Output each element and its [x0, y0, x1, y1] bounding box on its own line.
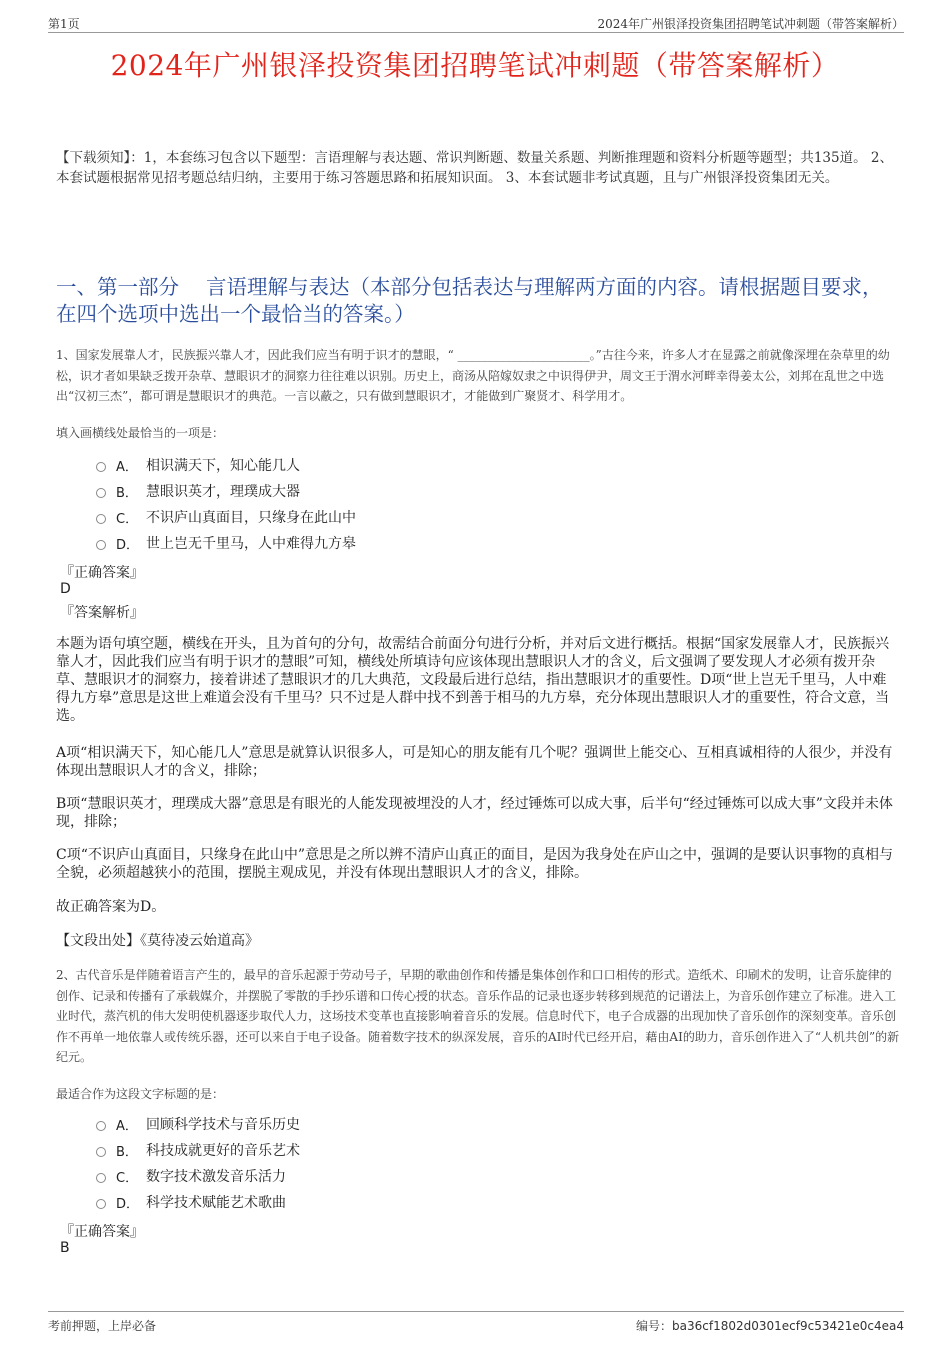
- radio-icon[interactable]: [96, 1199, 106, 1209]
- answer-label: 『正确答案』: [60, 565, 144, 581]
- radio-icon[interactable]: [96, 1147, 106, 1157]
- footer-code-label: 编号：: [635, 1319, 672, 1333]
- analysis-paragraph: C项“不识庐山真面目，只缘身在此山中”意思是之所以辨不清庐山真正的面目，是因为我身处在庐山之中，强调的是要认识事物的真相与全貌，必须超越狭小的范围，摆脱主观成见，并没有体现出慧眼识人才的含义，排除。: [56, 847, 894, 881]
- radio-icon[interactable]: [96, 488, 106, 498]
- analysis-paragraph: B项“慧眼识英才，理璞成大器”意思是有眼光的人能发现被埋没的人才，经过锤炼可以成大事，后半句“经过锤炼可以成大事”文段并未体现，排除；: [56, 796, 893, 830]
- radio-icon[interactable]: [96, 514, 106, 524]
- analysis-conclusion: 故正确答案为D。: [56, 899, 166, 915]
- radio-icon[interactable]: [96, 462, 106, 472]
- text-source: 【文段出处】《莫待凌云始道高》: [56, 933, 259, 949]
- document-title: 2024年广州银泽投资集团招聘笔试冲刺题（带答案解析）: [110, 49, 840, 82]
- answer-label: 『正确答案』: [60, 1224, 144, 1240]
- page-header: [48, 14, 904, 33]
- question-1-options: [96, 452, 356, 556]
- option-d[interactable]: D． 科学技术赋能艺术歌曲: [96, 1189, 300, 1215]
- option-c[interactable]: C． 数字技术激发音乐活力: [96, 1163, 300, 1189]
- page-number: 第1页: [48, 17, 80, 31]
- question-1-prompt: 填入画横线处最恰当的一项是：: [56, 426, 225, 440]
- option-label: 相识满天下，知心能几人: [146, 458, 300, 474]
- option-b[interactable]: B． 科技成就更好的音乐艺术: [96, 1137, 300, 1163]
- analysis-paragraph: A项“相识满天下，知心能几人”意思是就算认识很多人，可是知心的朋友能有几个呢？强调世上能交心、互相真诚相待的人很少，并没有体现出慧眼识人才的含义，排除；: [56, 745, 893, 779]
- analysis-paragraph: 本题为语句填空题，横线在开头，且为首句的分句，故需结合前面分句进行分析，并对后文进行概括。根据“国家发展靠人才，民族振兴靠人才，因此我们应当有明于识才的慧眼”可知，横线处所填诗句应该体现出慧眼识人才的含义，后文强调了要发现人才必须有拨开杂草、慧眼识才的洞察力，接着讲述了慧眼识才的几大典范，文段最后进行总结，指出慧眼识才的重要性。D项“世上岂无千里马，人中难得九方皋”意思是这世上难道会没有千里马？只不过是人群中找不到善于相马的九方皋，充分体现出慧眼识人才的重要性，符合文意，当选。: [56, 636, 890, 724]
- question-2-prompt: 最适合作为这段文字标题的是：: [56, 1087, 225, 1101]
- header-doc-title: 2024年广州银泽投资集团招聘笔试冲刺题（带答案解析）: [597, 17, 904, 31]
- download-note: 【下载须知】：1，本套练习包含以下题型：言语理解与表达题、常识判断题、数量关系题、判断推理题和资料分析题等题型；共135道。 2、本套试题根据常见招考题总结归纳，主要用于练习答题思路和拓展知识面。 3、本套试题非考试真题，且与广州银泽投资集团无关。: [56, 150, 893, 186]
- radio-icon[interactable]: [96, 1121, 106, 1131]
- answer-value: D: [60, 581, 71, 597]
- option-label: 慧眼识英才，理璞成大器: [146, 484, 300, 500]
- option-label: 世上岂无千里马，人中难得九方皋: [146, 536, 356, 552]
- option-label: 回顾科学技术与音乐历史: [146, 1117, 300, 1133]
- page-footer: [48, 1311, 904, 1333]
- footer-code: [636, 1317, 904, 1334]
- question-2-text: 2、古代音乐是伴随着语言产生的，最早的音乐起源于劳动号子，早期的歌曲创作和传播是集体创作和口口相传的形式。造纸术、印刷术的发明，让音乐旋律的创作、记录和传播有了承载媒介，并摆脱了零散的手抄乐谱和口传心授的状态。音乐作品的记录也逐步转移到规范的记谱法上，为音乐创作建立了标准。进入工业时代，蒸汽机的伟大发明使机器逐步取代人力，这场技术变革也直接影响着音乐的发展。信息时代下，电子合成器的出现加快了音乐创作的深刻变革。音乐创作不再单一地依靠人或传统乐器，还可以来自于电子设备。随着数字技术的纵深发展，音乐的AI时代已经开启，藉由AI的助力，音乐创作进入了“人机共创”的新纪元。: [56, 968, 900, 1064]
- radio-icon[interactable]: [96, 540, 106, 550]
- analysis-label: 『答案解析』: [60, 605, 144, 621]
- question-1-text: 1、国家发展靠人才，民族振兴靠人才，因此我们应当有明于识才的慧眼，“ ______________________。”古往今来，许多人才在显露之前就像深埋在杂草里的幼松，识才者如果缺乏拨开杂草、慧眼识才的洞察力往往难以识别。历史上，商汤从陪嫁奴隶之中识得伊尹，周文王于渭水河畔幸得姜太公，刘邦在乱世之中选出“汉初三杰”，都可谓是慧眼识才的典范。一言以蔽之，只有做到慧眼识才，才能做到广聚贤才、科学用才。: [56, 348, 890, 403]
- radio-icon[interactable]: [96, 1173, 106, 1183]
- option-d[interactable]: D． 世上岂无千里马，人中难得九方皋: [96, 530, 356, 556]
- option-a[interactable]: A． 相识满天下，知心能几人: [96, 452, 356, 478]
- option-b[interactable]: B． 慧眼识英才，理璞成大器: [96, 478, 356, 504]
- footer-slogan: 考前押题，上岸必备: [48, 1319, 157, 1333]
- answer-value: B: [60, 1240, 70, 1256]
- option-c[interactable]: C． 不识庐山真面目，只缘身在此山中: [96, 504, 356, 530]
- option-label: 数字技术激发音乐活力: [146, 1169, 286, 1185]
- option-label: 科学技术赋能艺术歌曲: [146, 1195, 286, 1211]
- option-label: 科技成就更好的音乐艺术: [146, 1143, 300, 1159]
- option-a[interactable]: A． 回顾科学技术与音乐历史: [96, 1111, 300, 1137]
- option-label: 不识庐山真面目，只缘身在此山中: [146, 510, 356, 526]
- section-heading: 一、第一部分 言语理解与表达（本部分包括表达与理解两方面的内容。请根据题目要求，在四个选项中选出一个最恰当的答案。）: [56, 275, 883, 326]
- question-2-options: [96, 1111, 300, 1215]
- footer-code-value: ba36cf1802d0301ecf9c53421e0c4ea4: [672, 1319, 904, 1333]
